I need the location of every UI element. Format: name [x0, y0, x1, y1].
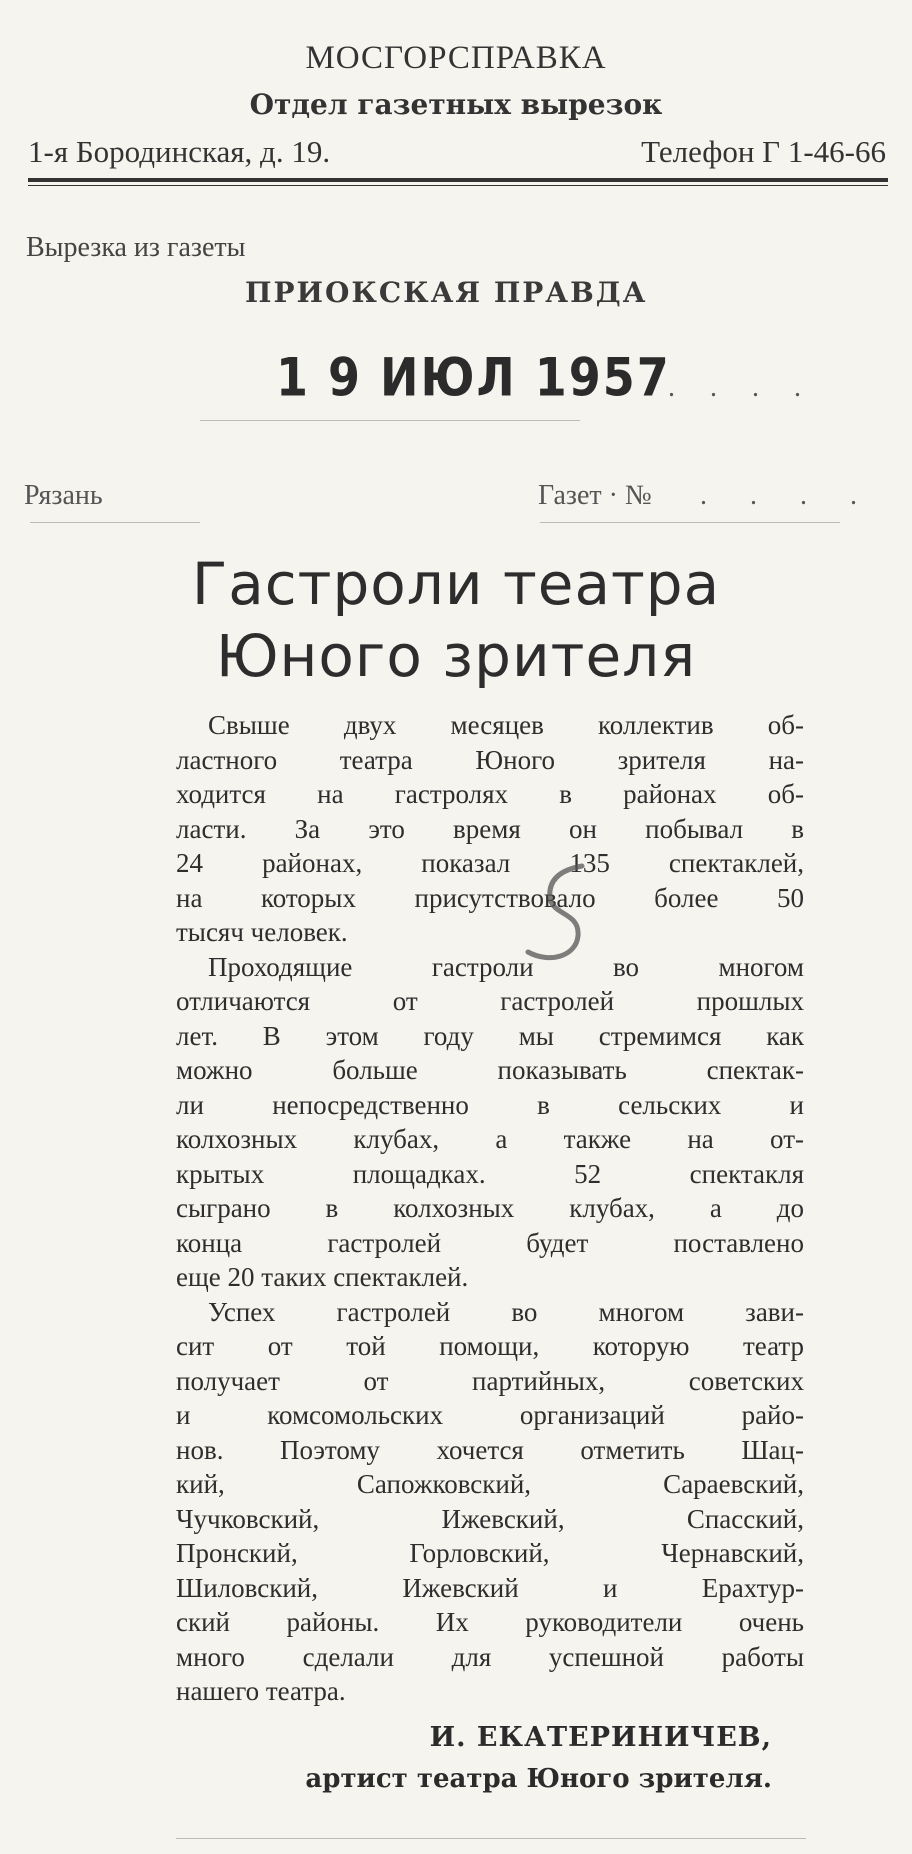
body-line: ходится на гастролях в районах об-: [176, 779, 804, 809]
agency-name: МОСГОРСПРАВКА: [305, 40, 607, 76]
author-role: артист театра Юного зрителя.: [305, 1764, 772, 1794]
body-line: ли непосредственно в сельских и: [176, 1089, 804, 1120]
body-line: тысяч человек.: [176, 917, 348, 947]
city-underline: [30, 522, 200, 523]
clip-label: Вырезка из газеты: [26, 232, 246, 263]
agency-phone: Телефон Г 1-46-66: [641, 134, 886, 169]
body-line: крытых площадках. 52 спектакля: [176, 1158, 804, 1189]
bottom-edge-line: [176, 1838, 806, 1839]
body-line: Чучковский, Ижевский, Спасский,: [176, 1503, 804, 1534]
body-line: Пронский, Горловский, Чернавский,: [176, 1538, 804, 1568]
body-line: сит от той помощи, которую театр: [176, 1331, 804, 1361]
headline-line-2: Юного зрителя: [215, 622, 697, 690]
issue-dots: . . . .: [700, 480, 875, 511]
pencil-mark: [520, 860, 600, 970]
body-line: нашего театра.: [176, 1676, 346, 1706]
body-line: ласти. За это время он побывал в: [176, 813, 804, 844]
body-line: получает от партийных, советских: [176, 1365, 804, 1396]
body-line: ластного театра Юного зрителя на-: [176, 744, 804, 775]
header-rule-thin: [28, 185, 888, 186]
body-line: конца гастролей будет поставлено: [176, 1227, 804, 1258]
body-line: можно больше показывать спектак-: [176, 1055, 804, 1085]
body-line: Успех гастролей во многом зави-: [208, 1296, 804, 1327]
body-line: еще 20 таких спектаклей.: [176, 1262, 469, 1292]
body-line: на которых присутствовало более 50: [176, 882, 804, 913]
city-label: Рязань: [24, 480, 103, 511]
date-underline: [200, 420, 580, 421]
issue-underline: [540, 522, 840, 523]
body-line: кий, Сапожковский, Сараевский,: [176, 1469, 804, 1499]
date-stamp: 1 9 ИЮЛ 1957: [276, 345, 671, 409]
body-line: и комсомольских организаций райо-: [176, 1400, 804, 1430]
article-body: [176, 708, 804, 1709]
body-line: нов. Поэтому хочется отметить Шац-: [176, 1434, 804, 1465]
body-line: лет. В этом году мы стремимся как: [176, 1020, 804, 1051]
header-rule: [28, 178, 888, 182]
agency-address: 1-я Бородинская, д. 19.: [28, 134, 331, 169]
newspaper-name: ПРИОКСКАЯ ПРАВДА: [245, 276, 648, 309]
body-line: ский районы. Их руководители очень: [176, 1607, 804, 1637]
headline-line-1: Гастроли театра: [191, 550, 721, 618]
body-line: Проходящие гастроли во многом: [208, 951, 804, 982]
date-dots: . . . .: [668, 372, 815, 403]
author-name: И. ЕКАТЕРИНИЧЕВ,: [429, 1722, 772, 1753]
issue-label: Газет · №: [538, 480, 652, 511]
body-line: сыграно в колхозных клубах, а до: [176, 1193, 804, 1223]
body-line: Шиловский, Ижевский и Ерахтур-: [176, 1572, 804, 1603]
department-name: Отдел газетных вырезок: [249, 88, 663, 121]
body-line: много сделали для успешной работы: [176, 1641, 804, 1672]
article-headline: [0, 548, 912, 692]
body-line: колхозных клубах, а также на от-: [176, 1124, 804, 1154]
body-line: Свыше двух месяцев коллектив об-: [208, 710, 804, 740]
body-line: отличаются от гастролей прошлых: [176, 986, 804, 1016]
body-line: 24 районах, показал 135 спектаклей,: [176, 848, 804, 878]
